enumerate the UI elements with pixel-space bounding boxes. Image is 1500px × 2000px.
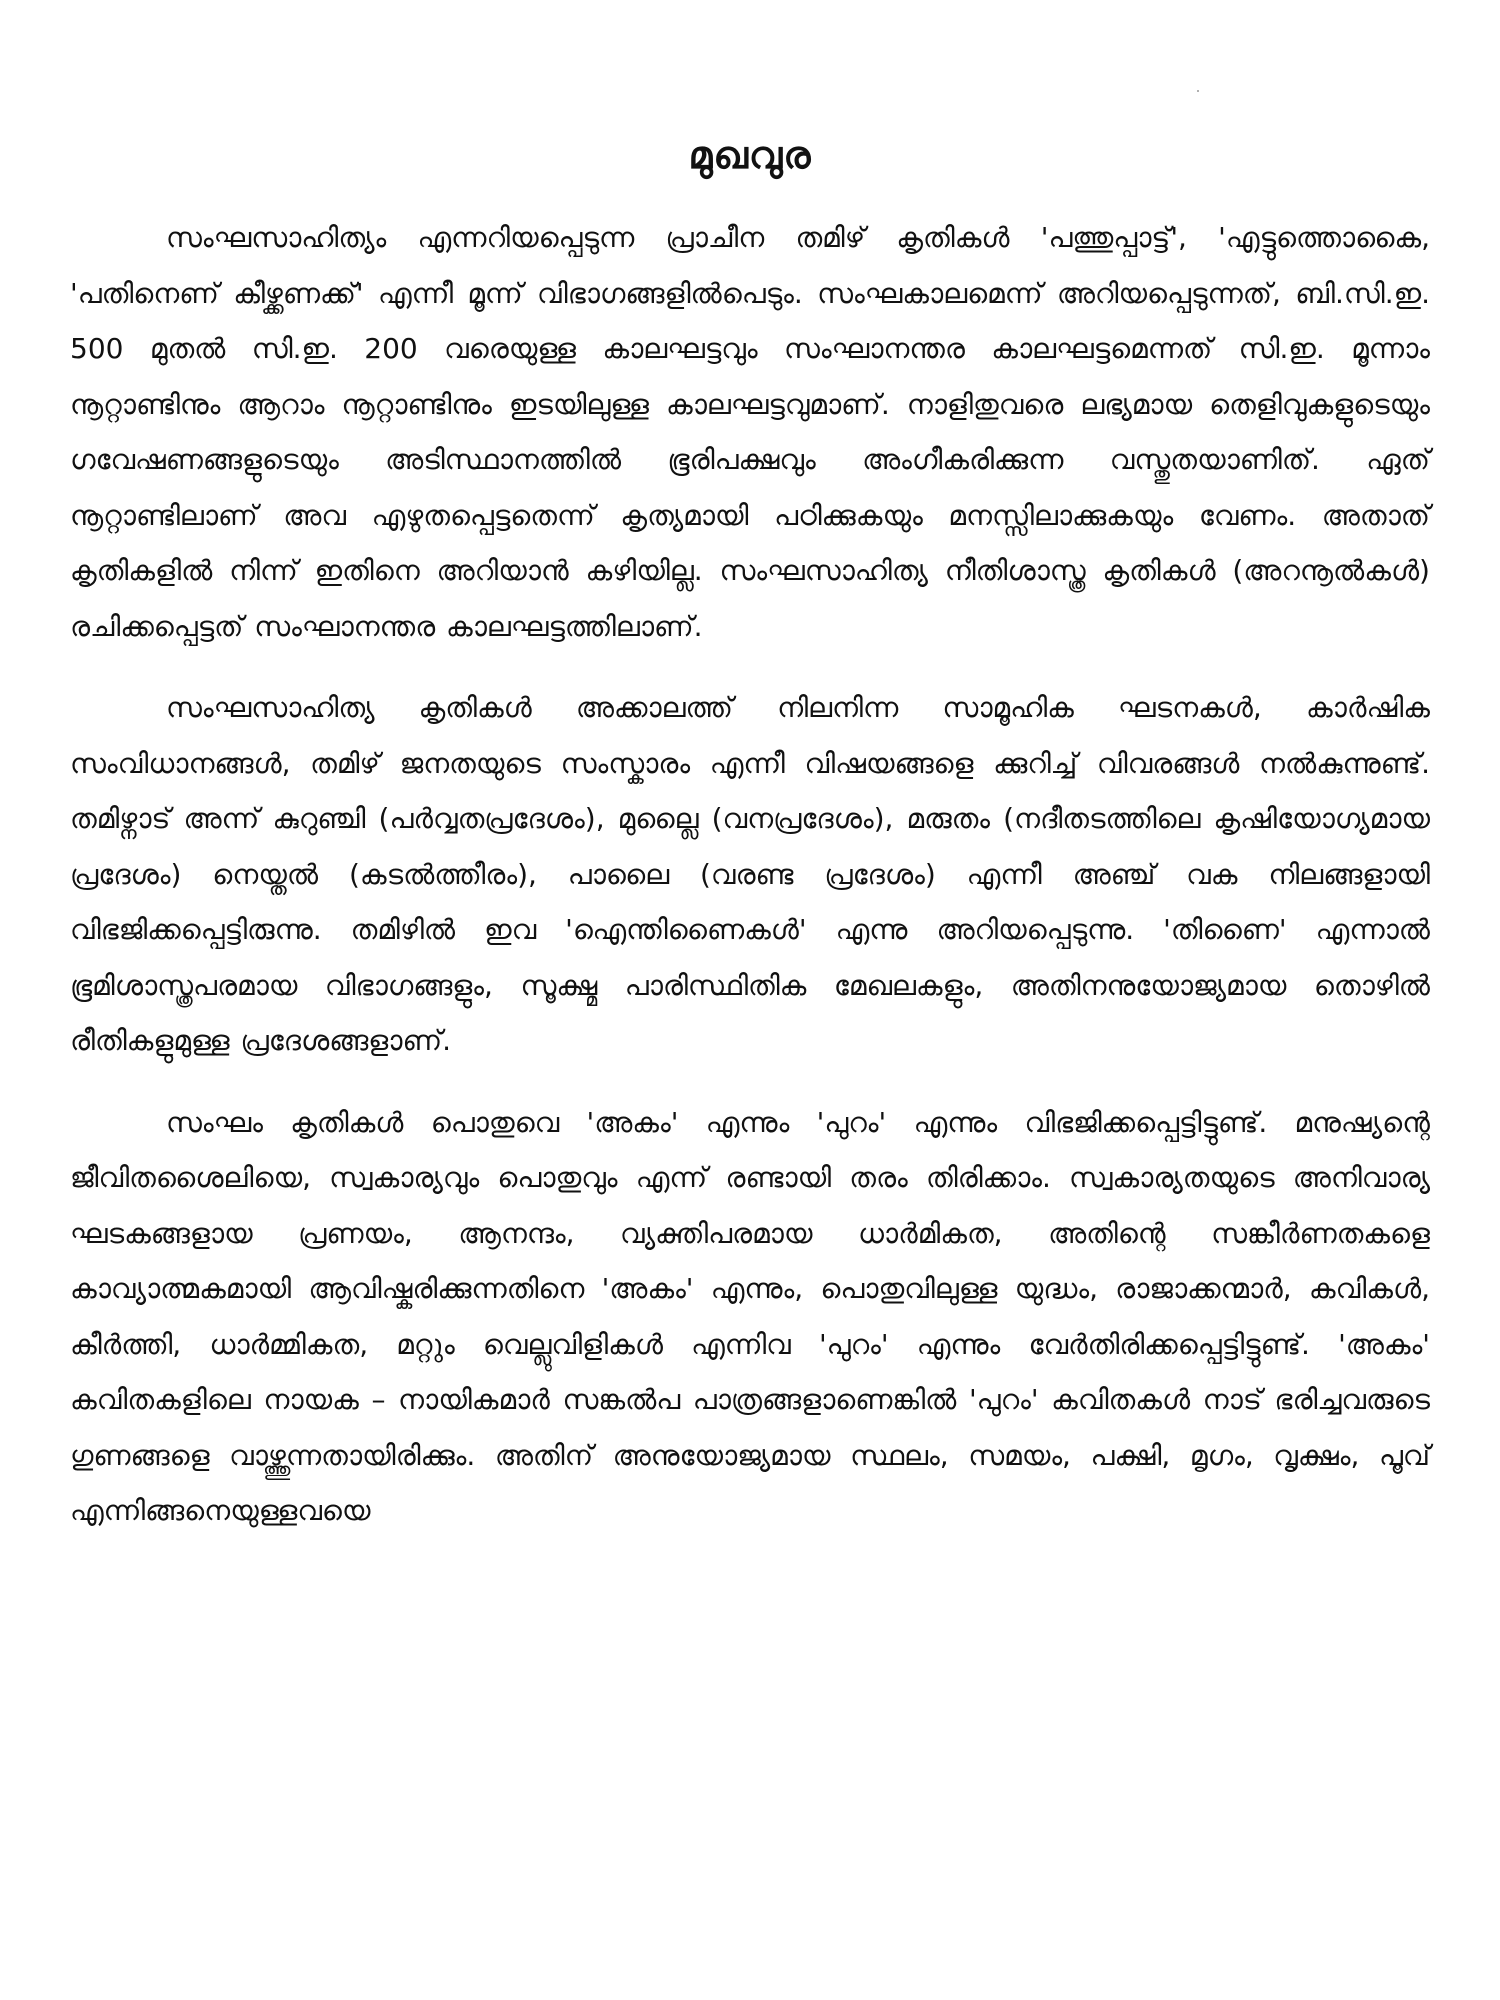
page-title: മുഖവുര [688, 133, 812, 178]
paragraph-2: സംഘസാഹിത്യ കൃതികൾ അക്കാലത്ത് നിലനിന്ന സാമൂഹിക ഘടനകൾ, കാർഷിക സംവിധാനങ്ങൾ, തമിഴ് ജനതയുടെ സംസ്കാരം എന്നീ വിഷയങ്ങളെ ക്കുറിച്ച് വിവരങ്ങൾ നൽകുന്നുണ്ട്. തമിഴ്നാട് അന്ന് കുറുഞ്ചി (പർവ്വതപ്രദേശം), മുല്ലൈ (വനപ്രദേശം), മരുതം (നദീതടത്തിലെ കൃഷിയോഗ്യമായ പ്രദേശം) നെയ്തൽ (കടൽത്തീരം), പാലൈ (വരണ്ട പ്രദേശം) എന്നീ അഞ്ച് വക നിലങ്ങളായി വിഭജിക്കപ്പെട്ടിരുന്നു. തമിഴിൽ ഇവ 'ഐന്തിണൈകൾ' എന്നു അറിയപ്പെടുന്നു. 'തിണൈ' എന്നാൽ ഭൂമിശാസ്ത്രപരമായ വിഭാഗങ്ങളും, സൂക്ഷ്മ പാരിസ്ഥിതിക മേഖലകളും, അതിനനുയോജ്യമായ തൊഴിൽ രീതികളുമുള്ള പ്രദേശങ്ങളാണ്. [70, 691, 1430, 1057]
scan-speck [1197, 90, 1199, 92]
document-body [70, 210, 1430, 1565]
paragraph-1: സംഘസാഹിത്യം എന്നറിയപ്പെടുന്ന പ്രാചീന തമിഴ് കൃതികൾ 'പത്തുപ്പാട്ട്', 'എട്ടുത്തൊകൈ, 'പതിനെണ് കീഴ്ക്കണക്ക്' എന്നീ മൂന്ന് വിഭാഗങ്ങളിൽപെടും. സംഘകാലമെന്ന് അറിയപ്പെടുന്നത്, ബി.സി.ഇ. 500 മുതൽ സി.ഇ. 200 വരെയുള്ള കാലഘട്ടവും സംഘാനന്തര കാലഘട്ടമെന്നത് സി.ഇ. മൂന്നാം നൂറ്റാണ്ടിനും ആറാം നൂറ്റാണ്ടിനും ഇടയിലുള്ള കാലഘട്ടവുമാണ്. നാളിതുവരെ ലഭ്യമായ തെളിവുകളുടെയും ഗവേഷണങ്ങളുടെയും അടിസ്ഥാനത്തിൽ ഭൂരിപക്ഷവും അംഗീകരിക്കുന്ന വസ്തുതയാണിത്. ഏത് നൂറ്റാണ്ടിലാണ് അവ എഴുതപ്പെട്ടതെന്ന് കൃത്യമായി പഠിക്കുകയും മനസ്സിലാക്കുകയും വേണം. അതാത് കൃതികളിൽ നിന്ന് ഇതിനെ അറിയാൻ കഴിയില്ല. സംഘസാഹിത്യ നീതിശാസ്ത്ര കൃതികൾ (അറനൂൽകൾ) രചിക്കപ്പെട്ടത് സംഘാനന്തര കാലഘട്ടത്തിലാണ്. [70, 221, 1430, 643]
paragraph-3: സംഘം കൃതികൾ പൊതുവെ 'അകം' എന്നും 'പുറം' എന്നും വിഭജിക്കപ്പെട്ടിട്ടുണ്ട്. മനുഷ്യന്റെ ജീവിതശൈലിയെ, സ്വകാര്യവും പൊതുവും എന്ന് രണ്ടായി തരം തിരിക്കാം. സ്വകാര്യതയുടെ അനിവാര്യ ഘടകങ്ങളായ പ്രണയം, ആനന്ദം, വ്യക്തിപരമായ ധാർമികത, അതിന്റെ സങ്കീർണതകളെ കാവ്യാത്മകമായി ആവിഷ്കരിക്കുന്നതിനെ 'അകം' എന്നും, പൊതുവിലുള്ള യുദ്ധം, രാജാക്കന്മാർ, കവികൾ, കീർത്തി, ധാർമ്മികത, മറ്റും വെല്ലുവിളികൾ എന്നിവ 'പുറം' എന്നും വേർതിരിക്കപ്പെട്ടിട്ടുണ്ട്. 'അകം' കവിതകളിലെ നായക – നായികമാർ സങ്കൽപ പാത്രങ്ങളാണെങ്കിൽ 'പുറം' കവിതകൾ നാട് ഭരിച്ചവരുടെ ഗുണങ്ങളെ വാഴ്ത്തുന്നതായിരിക്കും. അതിന് അനുയോജ്യമായ സ്ഥലം, സമയം, പക്ഷി, മൃഗം, വൃക്ഷം, പൂവ് എന്നിങ്ങനെയുള്ളവയെ [70, 1105, 1430, 1527]
